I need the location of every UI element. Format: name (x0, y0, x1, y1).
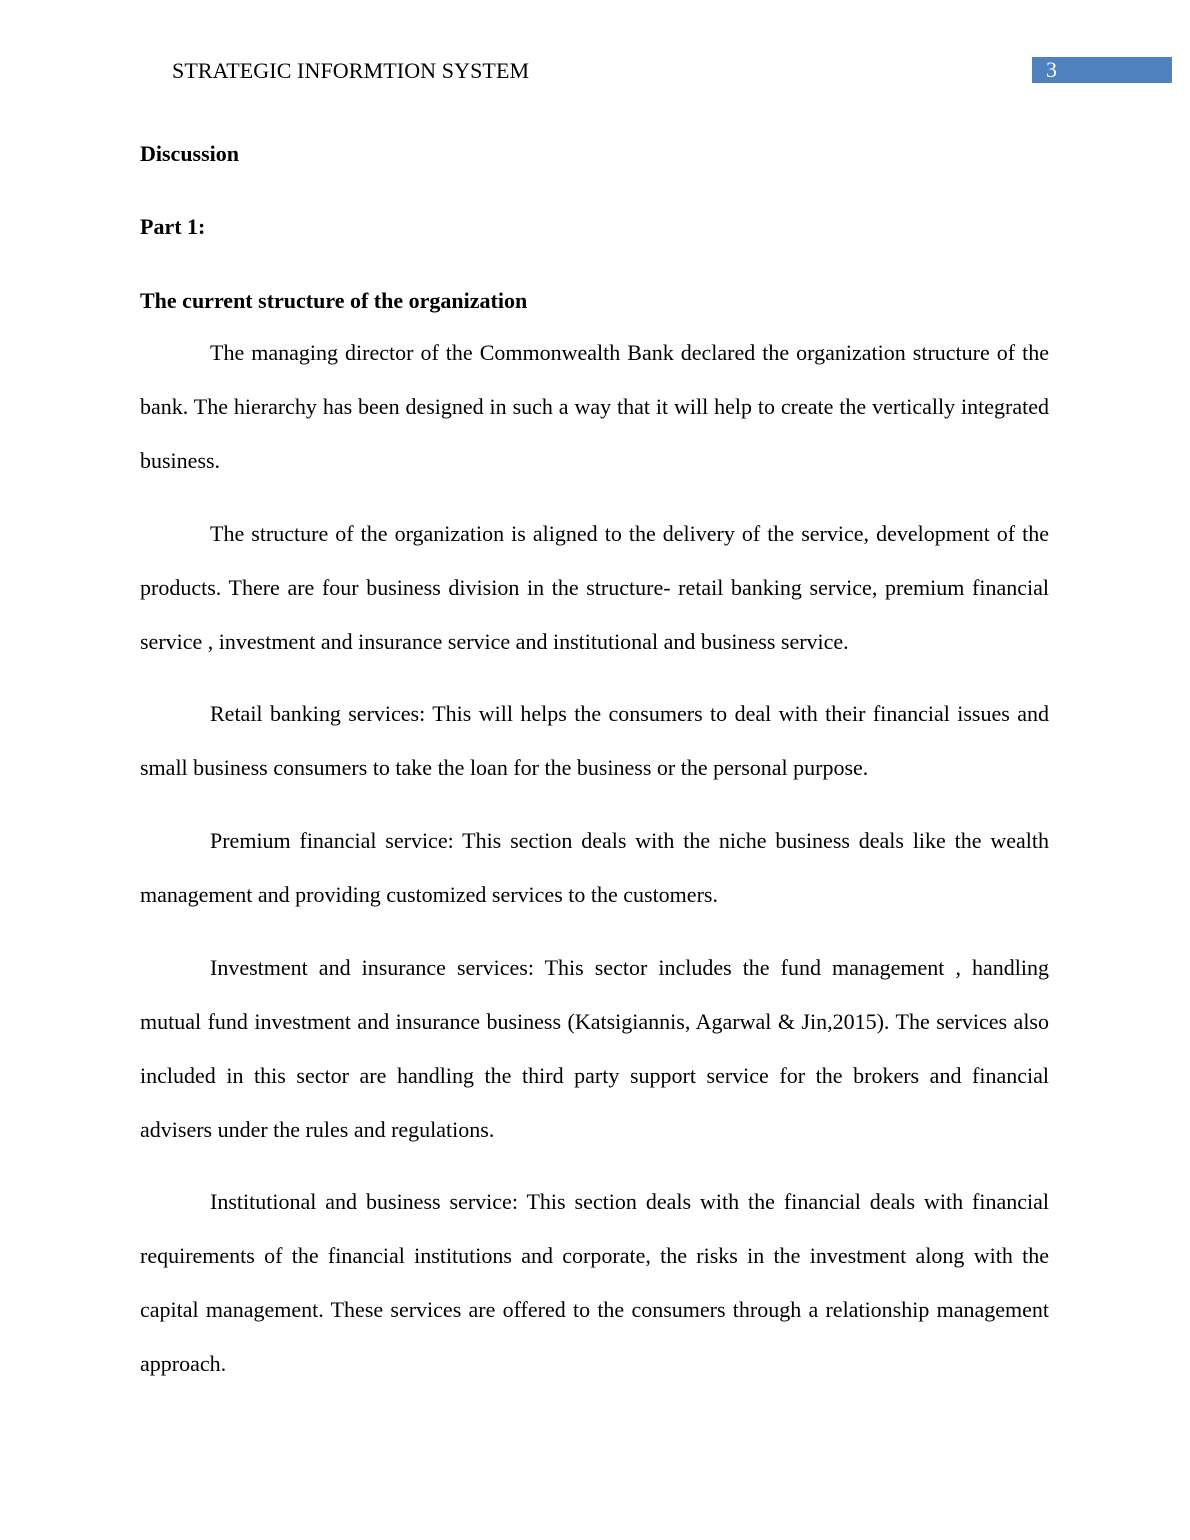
paragraph-6: Institutional and business service: This section deals with the financial deals with financial requirements of the financial institutions and corporate, the risks in the investment along with the capital management. These services are offered to the consumers through a relationship management approach. (140, 1189, 1049, 1376)
paragraph-2: The structure of the organization is aligned to the delivery of the service, development of the products. There are four business division in the structure- retail banking service, premium financial service , investment and insurance service and institutional and business service. (140, 521, 1049, 654)
paragraph-1: The managing director of the Commonwealth Bank declared the organization structure of the bank. The hierarchy has been designed in such a way that it will help to create the vertically integrated business. (140, 340, 1049, 473)
discussion-heading: Discussion (140, 141, 240, 166)
paragraph-5: Investment and insurance services: This sector includes the fund management , handling mutual fund investment and insurance business (Katsigiannis, Agarwal & Jin,2015). The services also included in this sector are handling the third party support service for the brokers and financial advisers under the rules and regulations. (140, 955, 1049, 1142)
paragraph-4: Premium financial service: This section deals with the niche business deals like the wealth management and providing customized services to the customers. (140, 828, 1049, 907)
page-number-badge (1032, 57, 1172, 83)
paragraph-3: Retail banking services: This will helps the consumers to deal with their financial issues and small business consumers to take the loan for the business or the personal purpose. (140, 701, 1049, 780)
page-number: 3 (1046, 57, 1057, 82)
running-head: STRATEGIC INFORMTION SYSTEM (172, 58, 530, 83)
part-heading: Part 1: (140, 214, 206, 239)
section-heading: The current structure of the organization (140, 288, 528, 313)
